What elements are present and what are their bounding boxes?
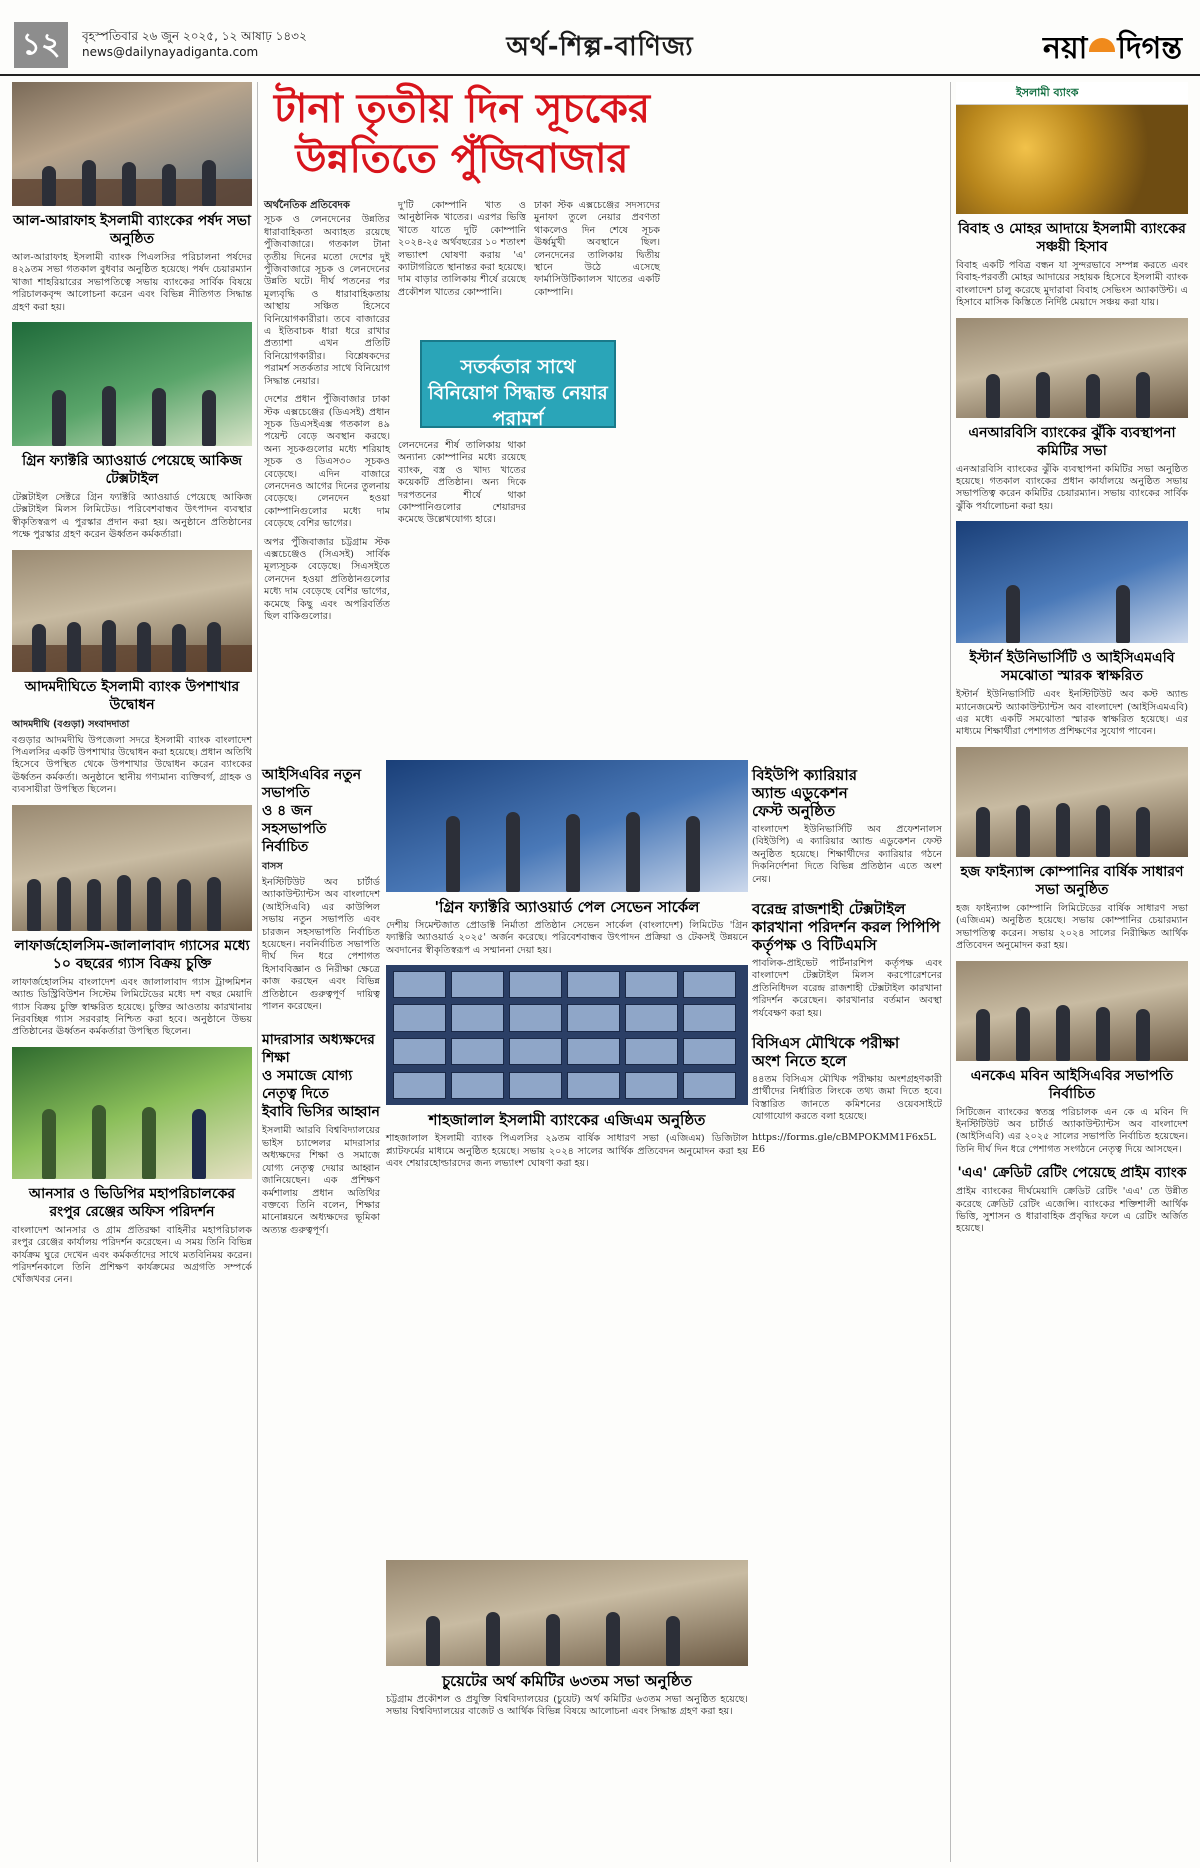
column-center-left bbox=[262, 760, 380, 1245]
headline-line: কর্তৃপক্ষ ও বিটিএমসি bbox=[752, 936, 877, 955]
headline-line: আইসিএবির নতুন সভাপতি bbox=[262, 767, 362, 801]
headline-line: নির্বাচিত bbox=[262, 839, 309, 855]
article-body: বাংলাদেশ আনসার ও গ্রাম প্রতিরক্ষা বাহিনীর মহাপরিচালক রংপুর রেঞ্জের কার্যালয় পরিদর্শন করেছেন। এ সময় তিনি বিভিন্ন কার্যক্রম ঘুরে দেখেন এবং কর্মকর্তাদের সাথে মতবিনিময় করেন। পরিদর্শনকালে তিনি প্রশিক্ষণ কার্যক্রমের অগ্রগতি সম্পর্কে খোঁজখবর নেন। bbox=[12, 1224, 252, 1286]
headline: হজ ফাইন্যান্স কোম্পানির বার্ষিক সাধারণ সভা অনুষ্ঠিত bbox=[960, 863, 1184, 898]
headline bbox=[752, 766, 942, 820]
callout-box: সতর্কতার সাথে বিনিয়োগ সিদ্ধান্ত নেয়ার পরামর্শ bbox=[420, 340, 616, 428]
lead-headline bbox=[262, 84, 662, 184]
article-body: লেনদেনের শীর্ষ তালিকায় থাকা অন্যান্য কোম্পানির মধ্যে রয়েছে ব্যাংক, বস্ত্র ও খাদ্য খাতের কয়েকটি প্রতিষ্ঠান। অন্য দিকে দরপতনের শীর্ষে থাকা কোম্পানিগুলোর শেয়ারদর কমেছে উল্লেখযোগ্য হারে। bbox=[398, 440, 526, 526]
headline-line: রংপুর রেঞ্জের অফিস পরিদর্শন bbox=[49, 1203, 215, 1220]
headline bbox=[12, 1185, 252, 1221]
article-body: বিবাহ একটি পবিত্র বন্ধন যা সুন্দরভাবে সম্পন্ন করতে এবং বিবাহ-পরবর্তী মোহর আদায়ের সহায়ক হিসেবে ইসলামী ব্যাংক বাংলাদেশ চালু করেছে মুদারাবা বিবাহ সেভিংস অ্যাকাউন্ট। এ হিসাবে মাসিক কিস্তিতে নির্দিষ্ট মেয়াদে সঞ্চয় করা যায়। bbox=[956, 260, 1188, 309]
headline: আদমদীঘিতে ইসলামী ব্যাংক উপশাখার উদ্বোধন bbox=[24, 678, 240, 713]
headline: এনআরবিসি ব্যাংকের ঝুঁকি ব্যবস্থাপনা কমিটির সভা bbox=[968, 424, 1176, 459]
lead-column-1 bbox=[264, 200, 390, 623]
article-body: ৪৪তম বিসিএস মৌখিক পরীক্ষায় অংশগ্রহণকারী প্রার্থীদের নির্ধারিত লিংকে তথ্য জমা দিতে হবে। বিস্তারিত জানতে কমিশনের ওয়েবসাইটে যোগাযোগ করতে বলা হয়েছে। bbox=[752, 1074, 942, 1123]
article-body: ঢাকা স্টক এক্সচেঞ্জের সদস্যদের মুনাফা তুলে নেয়ার প্রবণতা থাকলেও দিন শেষে সূচক ঊর্ধ্বমুখী অবস্থানে ছিল। লেনদেনের তালিকায় দ্বিতীয় স্থানে উঠে এসেছে ফার্মাসিউটিক্যালস খাতের একটি কোম্পানি। bbox=[534, 200, 660, 298]
article-body: দু'টি কোম্পানি খাত ও আনুষ্ঠানিক খাতের। এরপর ভিত্তি খাতে যাতে দুটি কোম্পানি ২০২৪-২৫ অর্থবছরের ১০ শতাংশ লভ্যাংশ ঘোষণা করায় 'এ' ক্যাটাগরিতে স্থানান্তর করা হয়েছে। দাম বাড়ার তালিকায় শীর্ষে রয়েছে প্রকৌশল খাতের কোম্পানি। bbox=[398, 200, 526, 298]
headline-line: অংশ নিতে হলে bbox=[752, 1052, 847, 1071]
article-body: টেক্সটাইল সেক্টরে গ্রিন ফ্যাক্টরি অ্যাওয়ার্ড পেয়েছে আকিজ টেক্সটাইল মিলস লিমিটেড। পরিবেশবান্ধব উৎপাদন ব্যবস্থার স্বীকৃতিস্বরূপ এ পুরস্কার প্রদান করা হয়। অনুষ্ঠানে প্রতিষ্ঠানের পক্ষে পুরস্কার গ্রহণ করেন ঊর্ধ্বতন কর্মকর্তারা। bbox=[12, 492, 252, 541]
ad-islami-bank bbox=[956, 82, 1188, 214]
column-left bbox=[12, 82, 252, 1295]
headline-line: অ্যান্ড এডুকেশন bbox=[752, 784, 848, 802]
ad-brand: ইসলামী ব্যাংক bbox=[956, 82, 1188, 105]
article-body: ইনস্টিটিউট অব চার্টার্ড অ্যাকাউন্ট্যান্টস অব বাংলাদেশ (আইসিএবি) এর কাউন্সিল সভায় নতুন সভাপতি এবং চারজন সহসভাপতি নির্বাচিত হয়েছেন। নবনির্বাচিত সভাপতি দীর্ঘ দিন ধরে পেশাগত হিসাববিজ্ঞান ও নিরীক্ষা ক্ষেত্রে কাজ করছেন এবং বিভিন্ন প্রতিষ্ঠানে গুরুত্বপূর্ণ দায়িত্ব পালন করেছেন। bbox=[262, 877, 380, 1013]
photo-icab-president bbox=[956, 961, 1188, 1061]
article-body: বগুড়ার আদমদীঘি উপজেলা সদরে ইসলামী ব্যাংক বাংলাদেশ পিএলসির একটি উপশাখার উদ্বোধন করা হয়েছে। প্রধান অতিথি হিসেবে উপস্থিত থেকে উপশাখার উদ্বোধন করেন ব্যাংকের ঊর্ধ্বতন কর্মকর্তা। অনুষ্ঠানে স্থানীয় গণ্যমান্য ব্যক্তিবর্গ, গ্রাহক ও ব্যবসায়ীরা উপস্থিত ছিলেন। bbox=[12, 734, 252, 796]
article-body: লাফার্জহোলসিম বাংলাদেশ এবং জালালাবাদ গ্যাস ট্রান্সমিশন অ্যান্ড ডিস্ট্রিবিউশন সিস্টেম লিমিটেডের মধ্যে দশ বছর মেয়াদি গ্যাস বিক্রয় চুক্তি স্বাক্ষরিত হয়েছে। চুক্তির আওতায় কারখানায় নিরবচ্ছিন্ন গ্যাস সরবরাহ নিশ্চিত করা হবে। অনুষ্ঠানে উভয় প্রতিষ্ঠানের ঊর্ধ্বতন কর্মকর্তারা উপস্থিত ছিলেন। bbox=[12, 976, 252, 1038]
headline bbox=[12, 937, 252, 973]
article-body: হজ ফাইন্যান্স কোম্পানি লিমিটেডের বার্ষিক সাধারণ সভা (এজিএম) অনুষ্ঠিত হয়েছে। সভায় কোম্পানির চেয়ারম্যান সভাপতিত্ব করেন। সভায় ২০২৪ সালের নিরীক্ষিত আর্থিক প্রতিবেদন অনুমোদন করা হয়। bbox=[956, 902, 1188, 952]
headline-line: বরেন্দ্র রাজশাহী টেক্সটাইল bbox=[752, 900, 906, 919]
headline-line: ও ৪ জন সহসভাপতি bbox=[262, 803, 327, 837]
article-body: বাংলাদেশ ইউনিভার্সিটি অব প্রফেশনালস (বিইউপি) এ ক্যারিয়ার অ্যান্ড এডুকেশন ফেস্ট অনুষ্ঠিত হয়েছে। শিক্ষার্থীদের ক্যারিয়ার গঠনে দিকনির্দেশনা দিতে বিভিন্ন প্রতিষ্ঠান এতে অংশ নেয়। bbox=[752, 824, 942, 885]
byline: বাসস bbox=[262, 861, 283, 872]
lead-column-2 bbox=[398, 200, 526, 305]
headline: গ্রিন ফ্যাক্টরি অ্যাওয়ার্ড পেয়েছে আকিজ টেক্সটাইল bbox=[22, 453, 242, 488]
masthead bbox=[0, 0, 1200, 76]
column-center-right bbox=[752, 760, 942, 1165]
byline: অর্থনৈতিক প্রতিবেদক bbox=[264, 200, 350, 211]
photo-ansar-visit bbox=[12, 1047, 252, 1179]
dateline bbox=[82, 28, 307, 60]
article-body: ইস্টার্ন ইউনিভার্সিটি এবং ইনস্টিটিউট অব কস্ট অ্যান্ড ম্যানেজমেন্ট অ্যাকাউন্ট্যান্টস অব বাংলাদেশ (আইসিএমএবি) এর মধ্যে একটি সমঝোতা স্মারক স্বাক্ষরিত হয়েছে। এর মাধ্যমে শিক্ষার্থীরা পেশাগত প্রশিক্ষণের সুযোগ পাবেন। bbox=[956, 689, 1188, 738]
headline-line: সমঝোতা স্মারক স্বাক্ষরিত bbox=[1001, 668, 1143, 685]
column-right bbox=[956, 82, 1188, 1244]
photo-branch-opening bbox=[12, 550, 252, 672]
headline-line: ইস্টার্ন ইউনিভার্সিটি ও আইসিএমএবি bbox=[969, 650, 1175, 667]
headline-line: বিবাহ ও মোহর আদায়ে ইসলামী ব্যাংকের bbox=[958, 221, 1186, 237]
headline: 'গ্রিন ফ্যাক্টরি অ্যাওয়ার্ড পেল সেভেন সার্কেল bbox=[434, 898, 700, 916]
column-center-bottom bbox=[386, 1560, 748, 1727]
column-rule bbox=[257, 82, 258, 1862]
headline-line: মাদরাসার অধ্যক্ষদের শিক্ষা bbox=[262, 1032, 375, 1067]
newspaper-logo bbox=[1043, 24, 1182, 75]
sun-icon bbox=[1089, 38, 1115, 52]
photo-gas-agreement bbox=[12, 805, 252, 931]
email-link[interactable]: news@dailynayadiganta.com bbox=[82, 45, 259, 59]
headline: 'এএ' ক্রেডিট রেটিং পেয়েছে প্রাইম ব্যাংক bbox=[957, 1165, 1187, 1182]
lead-column-2b bbox=[398, 440, 526, 527]
photo-nrbc-meeting bbox=[956, 318, 1188, 418]
headline bbox=[956, 220, 1188, 256]
headline-line: আনসার ও ভিডিপির মহাপরিচালকের bbox=[28, 1185, 236, 1202]
headline bbox=[752, 1034, 942, 1070]
headline: আল-আরাফাহ ইসলামী ব্যাংকের পর্ষদ সভা অনুষ্ঠিত bbox=[13, 213, 251, 247]
form-link[interactable]: https://forms.gle/cBMPOKMM1F6x5LE6 bbox=[752, 1131, 936, 1156]
headline: চুয়েটের অর্থ কমিটির ৬৩তম সভা অনুষ্ঠিত bbox=[442, 1672, 692, 1690]
headline-line: ও সমাজে যোগ্য নেতৃত্ব দিতে bbox=[262, 1068, 353, 1103]
article-body: শাহজালাল ইসলামী ব্যাংক পিএলসির ২৯তম বার্ষিক সাধারণ সভা (এজিএম) ডিজিটাল প্ল্যাটফর্মের মাধ্যমে অনুষ্ঠিত হয়েছে। সভায় ২০২৪ সালের আর্থিক প্রতিবেদন অনুমোদন করা হয় এবং শেয়ারহোল্ডারদের জন্য লভ্যাংশ ঘোষণা করা হয়। bbox=[386, 1133, 748, 1170]
article-body: সিটিজেন ব্যাংকের স্বতন্ত্র পরিচালক এন কে এ মবিন দি ইনস্টিটিউট অব চার্টার্ড অ্যাকাউন্ট্যান্টস অব বাংলাদেশ (আইসিএবি) এর ২০২৫ সালের সভাপতি নির্বাচিত হয়েছেন। তিনি দীর্ঘ দিন ধরে পেশাগত সংগঠনে নেতৃত্ব দিয়ে আসছেন। bbox=[956, 1106, 1188, 1155]
headline bbox=[956, 649, 1188, 685]
page-number: ১২ bbox=[14, 22, 68, 68]
article-body: দেশের প্রধান পুঁজিবাজার ঢাকা স্টক এক্সচেঞ্জের (ডিএসই) প্রধান সূচক ডিএসইএক্স গতকাল ৪৯ পয়েন্ট বেড়ে অবস্থান করছে। অন্য সূচকগুলোর মধ্যে শরিয়াহ সূচক ও ডিএস৩০ সূচকও বেড়েছে। এদিন বাজারে লেনদেনও আগের দিনের তুলনায় বেড়েছে। লেনদেন হওয়া কোম্পানিগুলোর মধ্যে দাম বেড়েছে বেশির ভাগের। bbox=[264, 394, 390, 530]
headline-line: বিসিএস মৌখিকে পরীক্ষা bbox=[752, 1034, 900, 1053]
photo-board-meeting bbox=[12, 82, 252, 206]
column-center bbox=[386, 760, 748, 1178]
photo-finance-committee bbox=[386, 1560, 748, 1666]
headline-line: বিইউপি ক্যারিয়ার bbox=[752, 766, 857, 784]
headline-line: ১০ বছরের গ্যাস বিক্রয় চুক্তি bbox=[52, 955, 212, 972]
headline-line: সঞ্চয়ী হিসাব bbox=[1036, 239, 1108, 255]
headline: শাহজালাল ইসলামী ব্যাংকের এজিএম অনুষ্ঠিত bbox=[428, 1111, 706, 1130]
headline-line: ইবাবি ভিসির আহ্বান bbox=[262, 1104, 380, 1121]
lead-column-3 bbox=[534, 200, 660, 305]
column-rule bbox=[950, 82, 951, 1862]
headline-line: লাফার্জহোলসিম-জালালাবাদ গ্যাসের মধ্যে bbox=[14, 937, 250, 954]
article-body: অপর পুঁজিবাজার চট্টগ্রাম স্টক এক্সচেঞ্জেও (সিএসই) সার্বিক মূল্যসূচক বেড়েছে। সিএসইতে লেনদেন হওয়া প্রতিষ্ঠানগুলোর মধ্যে দাম বেড়েছে বেশির ভাগের, কমেছে কিছু এবং অপরিবর্তিত ছিল বাকিগুলোর। bbox=[264, 536, 390, 622]
article-body: প্রাইম ব্যাংকের দীর্ঘমেয়াদি ক্রেডিট রেটিং 'এএ' তে উন্নীত করেছে ক্রেডিট রেটিং এজেন্সি। ব্যাংকের শক্তিশালী আর্থিক ভিত্তি, সুশাসন ও ধারাবাহিক প্রবৃদ্ধির ফলে এ রেটিং অর্জিত হয়েছে। bbox=[956, 1186, 1188, 1235]
article-body: সূচক ও লেনদেনের উন্নতির ধারাবাহিকতা অব্যাহত রয়েছে পুঁজিবাজারে। গতকাল টানা তৃতীয় দিনের মতো দেশের দুই পুঁজিবাজারে সূচক ও লেনদেনের উন্নতি ঘটে। দীর্ঘ পতনের পর মূল্যবৃদ্ধি ও ধারাবাহিকতায় আস্থায় সঞ্চিত হিসেবে বিনিয়োগকারীরা। তবে বাজারের এ ইতিবাচক ধারা ধরে রাখার প্রত্যাশা এখন প্রতিটি বিনিয়োগকারীর। বিশ্লেষকদের পরামর্শ সতর্কতার সাথে বিনিয়োগ সিদ্ধান্ত নেয়ার। bbox=[264, 214, 390, 387]
article-body: চট্টগ্রাম প্রকৌশল ও প্রযুক্তি বিশ্ববিদ্যালয়ের (চুয়েট) অর্থ কমিটির ৬৩তম সভা অনুষ্ঠিত হয়েছে। সভায় বিশ্ববিদ্যালয়ের বাজেট ও আর্থিক বিভিন্ন বিষয়ে আলোচনা এবং সিদ্ধান্ত গ্রহণ করা হয়। bbox=[386, 1694, 748, 1718]
photo-mou-signing bbox=[956, 521, 1188, 643]
section-title: অর্থ-শিল্প-বাণিজ্য bbox=[506, 32, 694, 62]
headline-line: কারখানা পরিদর্শন করল পিপিপি bbox=[752, 918, 941, 937]
byline: আদমদীঘি (বগুড়া) সংবাদদাতা bbox=[12, 718, 130, 730]
headline bbox=[752, 900, 942, 954]
article-body: আল-আরাফাহ ইসলামী ব্যাংক পিএলসির পরিচালনা পর্ষদের ৪২৯তম সভা গতকাল বুধবার অনুষ্ঠিত হয়েছে। পর্ষদ চেয়ারম্যান খাজা শাহরিয়ারের সভাপতিত্বে সভায় ব্যাংকের সার্বিক বিষয়ে পরিচালকবৃন্দ আলোচনা করেন এবং বিভিন্ন নীতিগত সিদ্ধান্ত গ্রহণ করা হয়। bbox=[12, 252, 252, 313]
headline bbox=[262, 766, 380, 856]
photo-hajj-agm bbox=[956, 747, 1188, 857]
date-text: বৃহস্পতিবার ২৬ জুন ২০২৫, ১২ আষাঢ় ১৪৩২ bbox=[82, 29, 307, 43]
photo-award bbox=[12, 322, 252, 446]
article-body: ইসলামী আরবি বিশ্ববিদ্যালয়ের ভাইস চ্যান্সেলর মাদরাসার অধ্যক্ষদের শিক্ষা ও সমাজে যোগ্য নেতৃত্ব দেয়ার আহ্বান জানিয়েছেন। এক প্রশিক্ষণ কর্মশালায় প্রধান অতিথির বক্তব্যে তিনি বলেন, শিক্ষার মানোন্নয়নে অধ্যক্ষদের ভূমিকা অত্যন্ত গুরুত্বপূর্ণ। bbox=[262, 1125, 380, 1236]
logo-word-left: নয়া bbox=[1043, 31, 1088, 66]
headline-line: ফেস্ট অনুষ্ঠিত bbox=[752, 802, 836, 820]
article-body: পাবলিক-প্রাইভেট পার্টনারশিপ কর্তৃপক্ষ এবং বাংলাদেশ টেক্সটাইল মিলস করপোরেশনের প্রতিনিধিদল বরেন্দ্র রাজশাহী টেক্সটাইল কারখানা পরিদর্শন করেছেন। কারখানার বর্তমান অবস্থা পর্যবেক্ষণ করা হয়। bbox=[752, 958, 942, 1019]
logo-word-right: দিগন্ত bbox=[1117, 31, 1182, 66]
lead-headline-line: টানা তৃতীয় দিন সূচকের bbox=[273, 86, 651, 132]
article-body: এনআরবিসি ব্যাংকের ঝুঁকি ব্যবস্থাপনা কমিটির সভা অনুষ্ঠিত হয়েছে। গতকাল ব্যাংকের প্রধান কার্যালয়ে অনুষ্ঠিত সভায় সভাপতিত্ব করেন কমিটির চেয়ারম্যান। সভায় ব্যাংকের সার্বিক ঝুঁকি পর্যালোচনা করা হয়। bbox=[956, 463, 1188, 512]
article-body: দেশীয় সিমেন্টজাত প্রোডাক্ট নির্মাতা প্রতিষ্ঠান সেভেন সার্কেল (বাংলাদেশ) লিমিটেড 'গ্রিন ফ্যাক্টরি অ্যাওয়ার্ড ২০২৫' অর্জন করেছে। পরিবেশবান্ধব উৎপাদন প্রক্রিয়া ও টেকসই উন্নয়নে অবদানের স্বীকৃতিস্বরূপ এ সম্মাননা দেয়া হয়। bbox=[386, 920, 748, 956]
headline bbox=[262, 1031, 380, 1121]
headline: এনকেএ মবিন আইসিএবির সভাপতি নির্বাচিত bbox=[970, 1067, 1174, 1102]
photo-seven-circle-award bbox=[386, 760, 748, 892]
lead-headline-line: উন্নতিতে পুঁজিবাজার bbox=[295, 136, 629, 182]
photo-virtual-agm bbox=[386, 965, 748, 1105]
